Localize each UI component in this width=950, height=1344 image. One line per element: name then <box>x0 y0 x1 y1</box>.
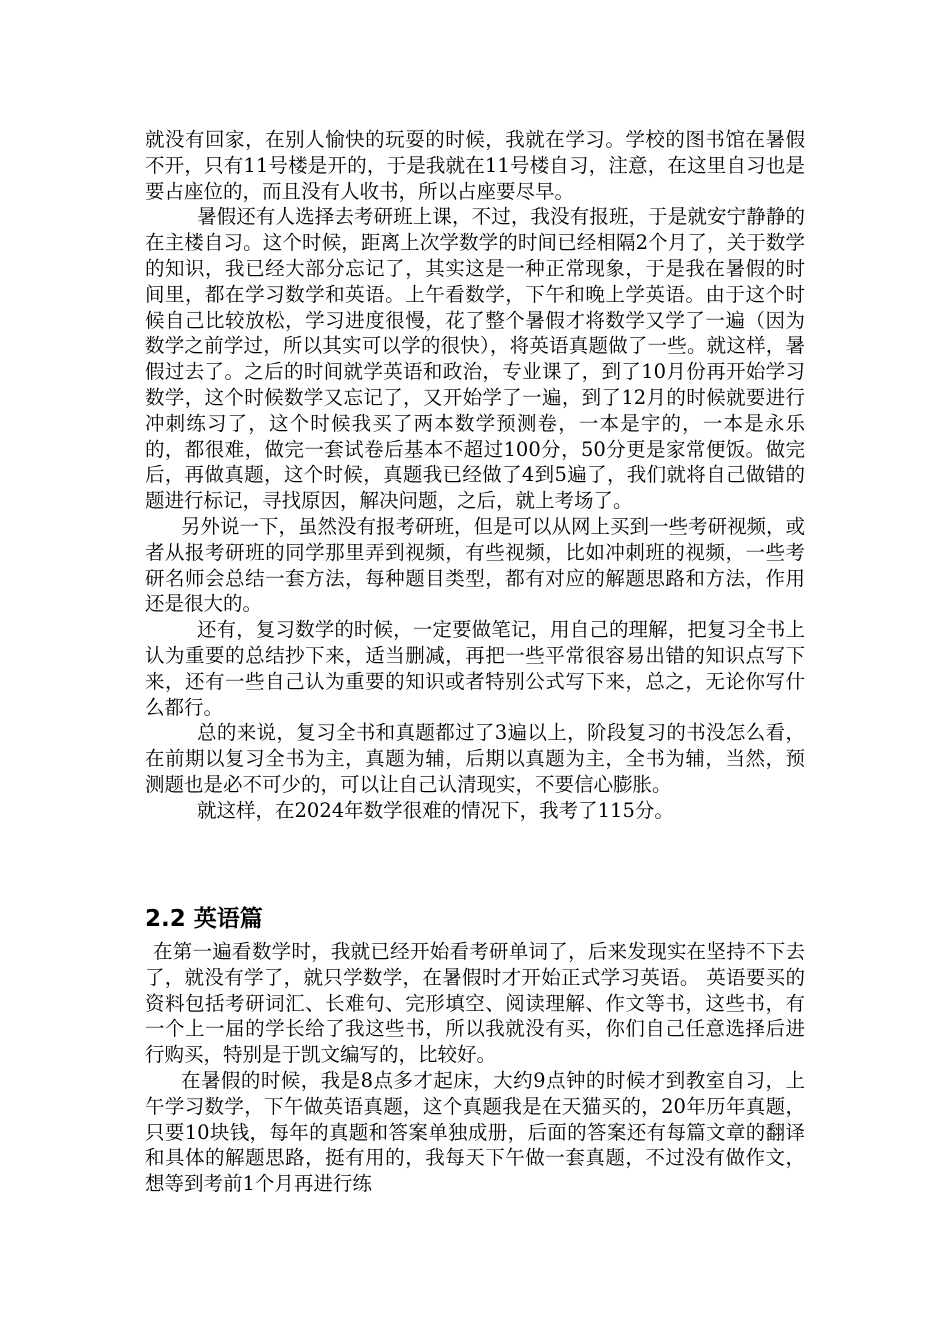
paragraph: 暑假还有人选择去考研班上课，不过，我没有报班，于是就安宁静静的在主楼自习。这个时候，距离上次学数学的时间已经相隔2个月了，关于数学的知识，我已经大部分忘记了，其实这是一种正常现象，于是我在暑假的时间里，都在学习数学和英语。上午看数学，下午和晚上学英语。由于这个时候自己比较放松，学习进度很慢，花了整个暑假才将数学又学了一遍（因为数学之前学过，所以其实可以学的很快），将英语真题做了一些。就这样，暑假过去了。之后的时间就学英语和政治，专业课了，到了10月份再开始学习数学，这个时候数学又忘记了，又开始学了一遍，到了12月的时候就要进行冲刺练习了，这个时候我买了两本数学预测卷，一本是宇的，一本是永乐的，都很难，做完一套试卷后基本不超过100分，50分更是家常便饭。做完后，再做真题，这个时候，真题我已经做了4到5遍了，我们就将自己做错的题进行标记，寻找原因，解决问题，之后，就上考场了。 <box>145 205 805 513</box>
section-heading: 2.2 英语篇 <box>145 906 263 932</box>
paragraph: 就没有回家，在别人愉快的玩耍的时候，我就在学习。学校的图书馆在暑假不开，只有11号楼是开的，于是我就在11号楼自习，注意，在这里自习也是要占座位的，而且没有人收书，所以占座要尽早。 <box>145 128 805 203</box>
paragraph: 在第一遍看数学时，我就已经开始看考研单词了，后来发现实在坚持不下去了，就没有学了，就只学数学，在暑假时才开始正式学习英语。 英语要买的资料包括考研词汇、长难句、完形填空、阅读理解、作文等书，这些书，有一个上一届的学长给了我这些书，所以我就没有买，你们自己任意选择后进行购买，特别是于凯文编写的，比较好。 <box>145 940 805 1067</box>
paragraph: 在暑假的时候，我是8点多才起床，大约9点钟的时候才到教室自习，上午学习数学，下午做英语真题，这个真题我是在天猫买的，20年历年真题，只要10块钱，每年的真题和答案单独成册，后面的答案还有每篇文章的翻译和具体的解题思路，挺有用的，我每天下午做一套真题，不过没有做作文，想等到考前1个月再进行练 <box>145 1068 805 1196</box>
paragraph: 就这样，在2024年数学很难的情况下，我考了115分。 <box>197 798 674 822</box>
body-text-bottom <box>145 939 805 1197</box>
paragraph: 总的来说，复习全书和真题都过了3遍以上，阶段复习的书没怎么看，在前期以复习全书为主，真题为辅，后期以真题为主，全书为辅，当然，预测题也是必不可少的，可以让自己认清现实，不要信心膨胀。 <box>145 721 805 796</box>
paragraph: 还有，复习数学的时候，一定要做笔记，用自己的理解，把复习全书上认为重要的总结抄下来，适当删减，再把一些平常很容易出错的知识点写下来，还有一些自己认为重要的知识或者特别公式写下来，总之，无论你写什么都行。 <box>145 618 805 719</box>
paragraph: 另外说一下，虽然没有报考研班，但是可以从网上买到一些考研视频，或者从报考研班的同学那里弄到视频，有些视频，比如冲刺班的视频，一些考研名师会总结一套方法，每种题目类型，都有对应的解题思路和方法，作用还是很大的。 <box>145 514 806 616</box>
body-text-top <box>145 127 805 824</box>
